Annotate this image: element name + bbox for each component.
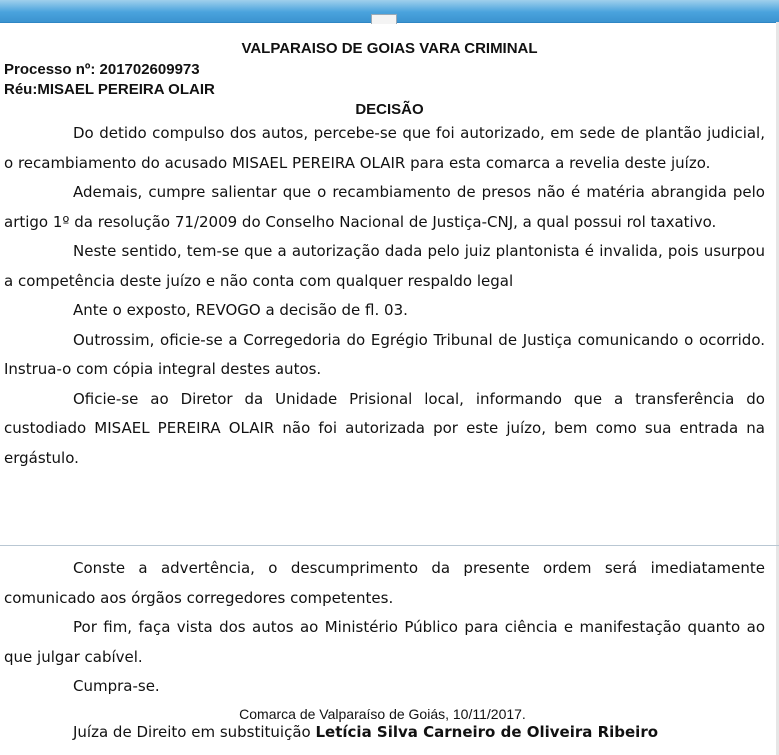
- paragraph: Conste a advertência, o descumprimento da presente ordem será imediatamente comunicado aos órgãos corregedores competentes.: [4, 559, 765, 607]
- process-number: Processo nº: 201702609973: [4, 61, 200, 78]
- place-and-date: Comarca de Valparaíso de Goiás, 10/11/2017.: [239, 706, 526, 722]
- paragraph: Cumpra-se.: [73, 677, 160, 695]
- paragraph: Do detido compulso dos autos, percebe-se que foi autorizado, em sede de plantão judicial, o recambiamento do acusado MISAEL PEREIRA OLAIR para esta comarca a revelia deste juízo.: [4, 124, 765, 172]
- paragraph: Oficie-se ao Diretor da Unidade Prisional local, informando que a transferência do custodiado MISAEL PEREIRA OLAIR não foi autorizada por este juízo, bem como sua entrada na ergástulo.: [4, 389, 765, 467]
- defendant-name: Réu:MISAEL PEREIRA OLAIR: [4, 81, 215, 98]
- decision-body-bottom: [4, 554, 765, 702]
- page-break-divider: [0, 545, 779, 546]
- judge-name: Letícia Silva Carneiro de Oliveira Ribeiro: [315, 723, 659, 741]
- tab-handle[interactable]: [371, 14, 397, 24]
- paragraph: Outrossim, oficie-se a Corregedoria do Egrégio Tribunal de Justiça comunicando o ocorrido. Instrua-o com cópia integral destes autos.: [4, 330, 765, 378]
- paragraph: Neste sentido, tem-se que a autorização dada pelo juiz plantonista é invalida, pois usurpou a competência deste juízo e não conta com qualquer respaldo legal: [4, 242, 765, 290]
- paragraph: Ademais, cumpre salientar que o recambiamento de presos não é matéria abrangida pelo artigo 1º da resolução 71/2009 do Conselho Nacional de Justiça-CNJ, a qual possui rol taxativo.: [4, 183, 765, 231]
- decision-heading: DECISÃO: [355, 101, 424, 118]
- paragraph: Ante o exposto, REVOGO a decisão de fl. 03.: [73, 301, 408, 319]
- paragraph: Por fim, faça vista dos autos ao Ministério Público para ciência e manifestação quanto ao que julgar cabível.: [4, 618, 765, 666]
- signature-line: [73, 723, 658, 741]
- court-title: VALPARAISO DE GOIAS VARA CRIMINAL: [241, 40, 538, 57]
- decision-body-top: [4, 119, 765, 473]
- browser-top-bar: [0, 0, 779, 23]
- judge-role: Juíza de Direito em substituição: [73, 723, 311, 741]
